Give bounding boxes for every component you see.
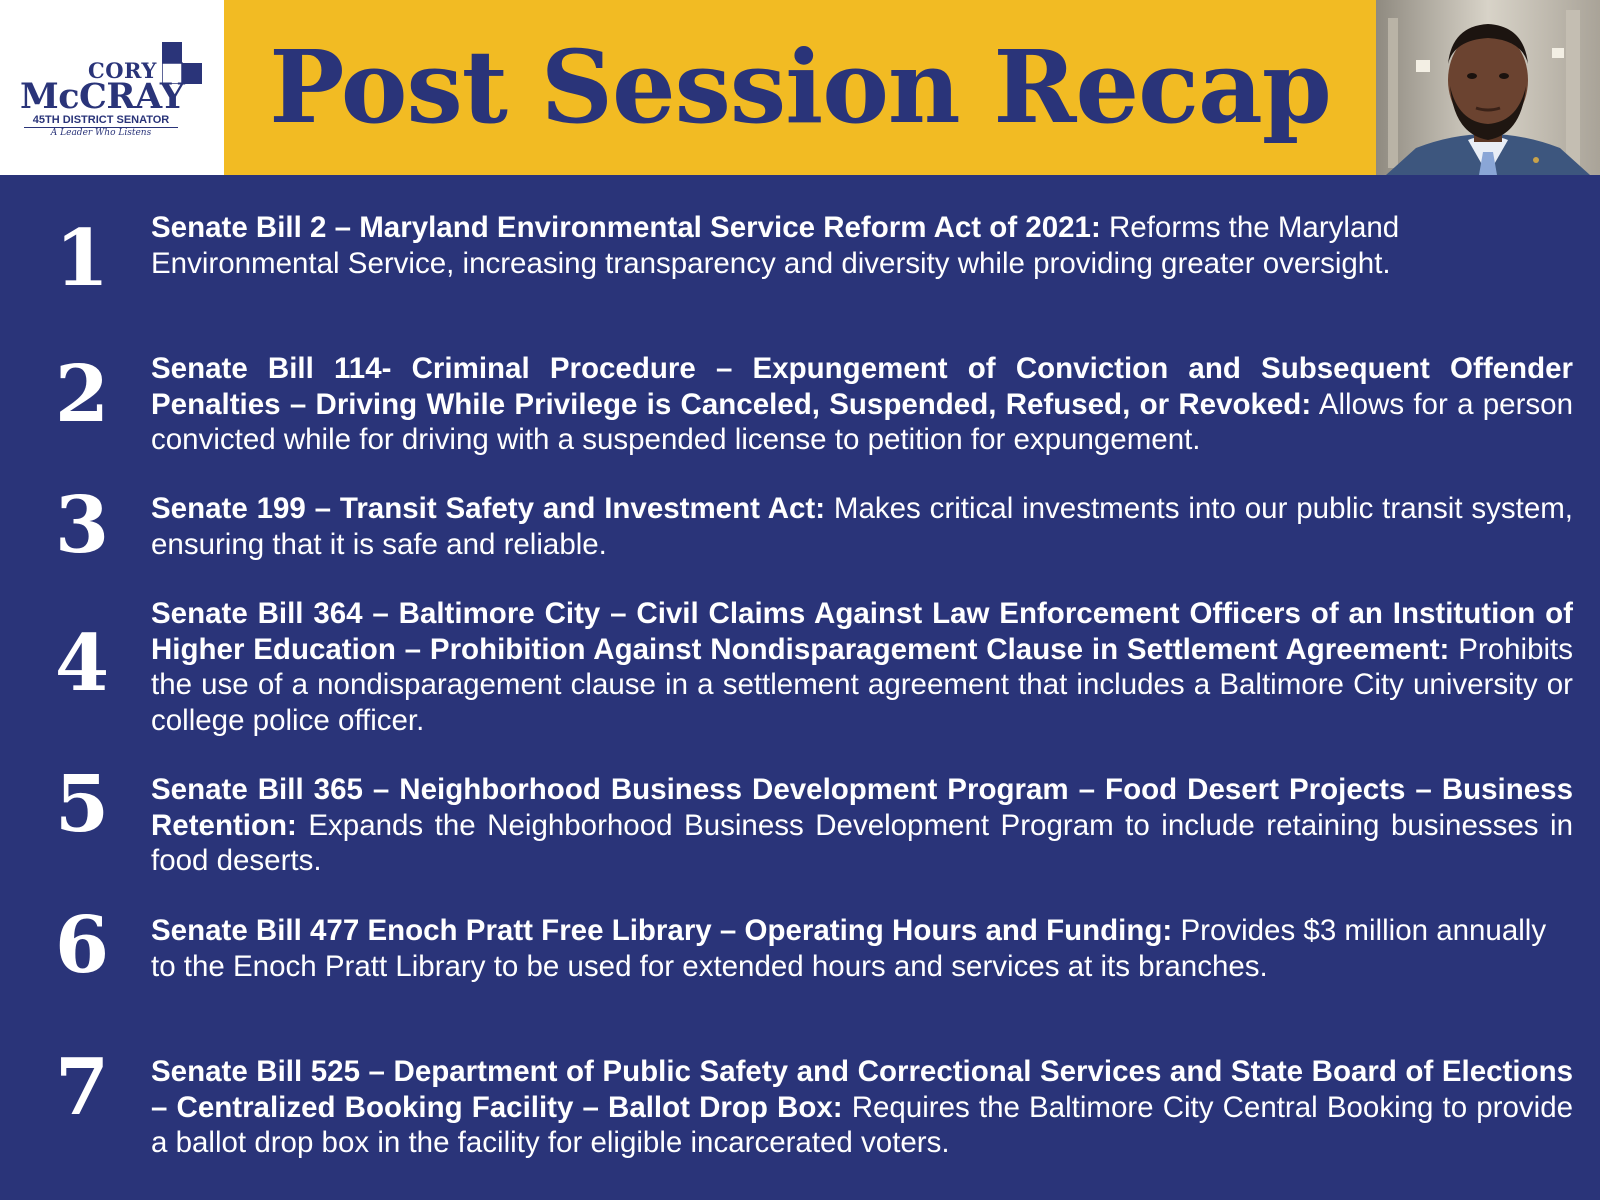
logo-last-name: McCRAY bbox=[20, 76, 185, 117]
bill-text bbox=[151, 913, 1573, 984]
bill-title: Senate Bill 525 – Department of Public Safety and Correctional Services and State Board of Elections – Centralized Booking Facility – Ballot Drop Box: bbox=[151, 1055, 1573, 1124]
bill-number: 5 bbox=[54, 759, 110, 850]
bill-title: Senate Bill 365 – Neighborhood Business Development Program – Food Desert Projects – Business Retention: bbox=[151, 773, 1573, 842]
logo-first-name: CORY bbox=[88, 58, 157, 83]
bill-number: 6 bbox=[54, 900, 110, 991]
bill-title: Senate Bill 2 – Maryland Environmental Service Reform Act of 2021: bbox=[151, 211, 1101, 244]
bill-number: 7 bbox=[54, 1042, 110, 1133]
bill-text bbox=[151, 351, 1573, 458]
senator-portrait-icon bbox=[1376, 0, 1600, 175]
bill-number: 2 bbox=[54, 349, 110, 440]
bill-number: 3 bbox=[54, 480, 110, 571]
bill-title: Senate 199 – Transit Safety and Investment Act: bbox=[151, 492, 826, 525]
bill-title: Senate Bill 364 – Baltimore City – Civil Claims Against Law Enforcement Officers of an Institution of Higher Education – Prohibition Against Nondisparagement Clause in Settlement Agreement: bbox=[151, 597, 1573, 666]
logo-tagline: A Leader Who Listens bbox=[50, 128, 152, 138]
bill-text bbox=[151, 596, 1573, 738]
campaign-logo bbox=[0, 0, 224, 175]
bill-number: 1 bbox=[54, 213, 110, 304]
bill-title: Senate Bill 114- Criminal Procedure – Expungement of Conviction and Subsequent Offender Penalties – Driving While Privilege is Canceled, Suspended, Refused, or Revoked: bbox=[151, 352, 1573, 421]
header bbox=[0, 0, 1600, 175]
bill-description: Prohibits the use of a nondisparagement clause in a settlement agreement that includes a Baltimore City university or college police officer. bbox=[151, 632, 1573, 737]
bill-description: Provides $3 million annually to the Enoch Pratt Library to be used for extended hours and services at its branches. bbox=[151, 914, 1547, 983]
page-title: Post Session Recap bbox=[269, 28, 1331, 146]
bill-description: Makes critical investments into our public transit system, ensuring that it is safe and reliable. bbox=[151, 492, 1573, 561]
bill-title: Senate Bill 477 Enoch Pratt Free Library – Operating Hours and Funding: bbox=[151, 914, 1173, 947]
senator-photo bbox=[1376, 0, 1600, 175]
title-banner bbox=[224, 0, 1376, 175]
bill-text bbox=[151, 1054, 1573, 1161]
bill-text bbox=[151, 772, 1573, 879]
bill-text bbox=[151, 210, 1573, 281]
bill-description: Requires the Baltimore City Central Booking to provide a ballot drop box in the facility for eligible incarcerated voters. bbox=[151, 1090, 1574, 1159]
bill-description: Expands the Neighborhood Business Development Program to include retaining businesses in food deserts. bbox=[151, 808, 1573, 877]
logo-title: 45TH DISTRICT SENATOR bbox=[32, 114, 170, 126]
bill-text bbox=[151, 491, 1573, 562]
bill-number: 4 bbox=[54, 618, 110, 709]
bill-description: Allows for a person convicted while for driving with a suspended license to petition for expungement. bbox=[151, 387, 1573, 456]
bill-description: Reforms the Maryland Environmental Service, increasing transparency and diversity while providing greater oversight. bbox=[151, 211, 1400, 280]
